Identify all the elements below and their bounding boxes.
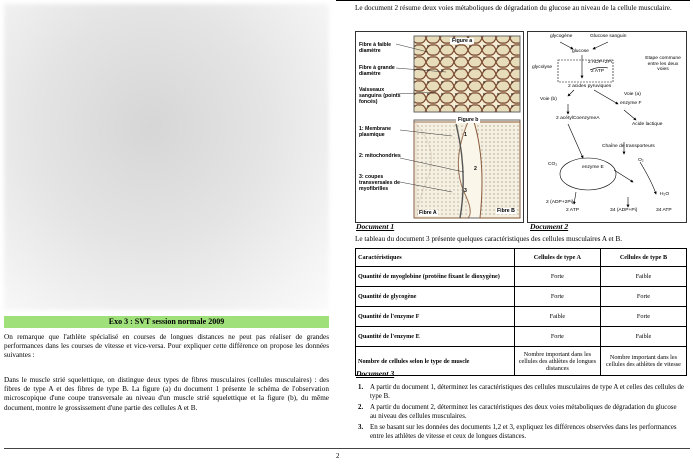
blurred-region xyxy=(4,4,329,310)
label-fibre-grande: Fibre à grande diamètre xyxy=(359,65,395,77)
label-vaisseaux: Vaisseaux sanguins (points foncés) xyxy=(359,87,401,105)
label-membrane: 1: Membrane plasmique xyxy=(359,126,391,138)
table-header: Cellules de type A xyxy=(514,249,600,267)
fibers-paragraph: Dans le muscle strié squelettique, on distingue deux types de fibres musculaires (cellules musculaires) : des fibres de type A et des fibres de type B. La figure (a) du document 1 présente le schéma de l'observation microscopique d'une coupe transversale au niveau d'un muscle strié squelettique et la figure (b), du même document, montre le grossissement d'une partie des cellules A et B. xyxy=(4,376,329,412)
intro-paragraph: On remarque que l'athlète spécialisé en courses de longues distances ne peut pas réaliser de grandes performances dans les courses de vitesse et vice-versa. Pour expliquer cette différence on propose les données suivantes : xyxy=(4,333,329,360)
table-header: Caractéristiques xyxy=(356,249,515,267)
table-cell: Nombre important dans les cellules des athlètes de longues distances xyxy=(514,347,600,376)
question-number: 3. xyxy=(358,424,364,431)
table-header-row xyxy=(356,249,687,267)
acetyl-coa-label: 2 acétylCoenzymeA xyxy=(556,116,600,121)
glucose-sanguin-label: Glucose sanguin xyxy=(590,34,627,39)
document1-label: Document 1 xyxy=(356,222,395,231)
enzyme-e-label: enzyme E xyxy=(582,165,604,170)
table-cell: Forte xyxy=(514,287,600,307)
fibre-b-label: Fibre B xyxy=(497,208,515,214)
acide-lactique-label: Acide lactique xyxy=(632,122,663,127)
left-column xyxy=(0,0,333,473)
table-cell: Faible xyxy=(600,267,686,287)
question-3 xyxy=(358,424,684,442)
question-text: En se basant sur les données des documents 1,2 et 3, expliquez les différences observées dans les performances entre les athlètes de vitesse et ceux de longues distances. xyxy=(370,424,677,440)
question-number: 2. xyxy=(358,404,364,411)
marker-3: 3 xyxy=(464,188,467,194)
document3-label: Document 3 xyxy=(356,369,395,378)
doc2-intro: Le document 2 résume deux voies métaboliques de dégradation du glucose au niveau de la cellule musculaire. xyxy=(355,4,672,12)
atp-label-2: 2 ATP xyxy=(566,208,579,213)
acides-pyruviques-label: 2 acides pyruviques xyxy=(568,84,612,89)
table-header: Cellules de type B xyxy=(600,249,686,267)
label-fibre-faible: Fibre à faible diamètre xyxy=(359,42,391,54)
page-number: 2 xyxy=(336,452,340,460)
question-1 xyxy=(358,384,684,402)
figure-a-label: Figure a xyxy=(452,38,473,44)
table-row xyxy=(356,347,687,376)
question-text: A partir du document 2, déterminez les caractéristiques des deux voies métaboliques de dégradation du glucose au niveau des cellules musculaires. xyxy=(370,404,677,420)
fibre-a-label: Fibre A xyxy=(419,210,437,216)
document1-figure xyxy=(355,31,524,223)
table-cell: Forte xyxy=(600,307,686,327)
table-row xyxy=(356,287,687,307)
voie-b-label: Voie (b) xyxy=(540,97,557,102)
document2-label: Document 2 xyxy=(530,222,569,231)
adp-label-2: 2 (ADP+2Pi) xyxy=(546,200,574,205)
table-cell: Forte xyxy=(514,267,600,287)
table-row xyxy=(356,267,687,287)
adp-label-1: 2 ADP+2Pi xyxy=(588,60,612,65)
h2o-label: H₂O xyxy=(660,192,670,197)
label-myofibrilles: 3: coupes transversales de myofibrilles xyxy=(359,174,400,192)
table-cell: Quantité de myoglobine (protéine fixant le dioxygène) xyxy=(356,267,515,287)
atp-label-1: 2 ATP xyxy=(591,69,604,74)
table-cell: Nombre de cellules selon le type de muscle xyxy=(356,347,515,376)
adp-label-3: 34 (ADP+Pi) xyxy=(610,208,638,213)
enzyme-f-label: enzyme F xyxy=(620,101,642,106)
figure-b-label: Figure b xyxy=(458,117,479,123)
exercise-banner: Exo 3 : SVT session normale 2009 xyxy=(4,316,329,328)
glycogene-label: glycogène xyxy=(550,34,573,39)
table-cell: Forte xyxy=(600,287,686,307)
table-row xyxy=(356,307,687,327)
co2-label: CO₂ xyxy=(548,162,558,167)
o2-label: O₂ xyxy=(638,158,644,163)
question-text: A partir du document 1, déterminez les caractéristiques des cellules musculaires de type A et celles des cellules de type B. xyxy=(370,384,684,400)
table-cell: Quantité de l'enzyme F xyxy=(356,307,515,327)
table-cell: Faible xyxy=(514,307,600,327)
table-cell: Forte xyxy=(514,327,600,347)
document2-figure xyxy=(527,31,687,223)
question-number: 1. xyxy=(358,384,364,391)
top-rule xyxy=(336,0,690,1)
etape-commune-label: Etape commune entre les deux voies xyxy=(645,56,681,73)
atp-label-3: 34 ATP xyxy=(656,208,672,213)
glucose-label: glucose xyxy=(572,49,589,54)
characteristics-table xyxy=(355,248,687,376)
voie-a-label: Voie (a) xyxy=(624,92,641,97)
table-cell: Quantité de glycogène xyxy=(356,287,515,307)
table-cell: Faible xyxy=(600,327,686,347)
question-2 xyxy=(358,404,684,422)
label-mitochondries: 2: mitochondries xyxy=(359,153,401,159)
marker-2: 2 xyxy=(474,166,477,172)
marker-1: 1 xyxy=(464,132,467,138)
glycolyse-label: glycolyse xyxy=(532,65,553,70)
doc3-intro: Le tableau du document 3 présente quelques caractéristiques des cellules musculaires A et B. xyxy=(355,235,623,243)
table-cell: Quantité de l'enzyme E xyxy=(356,327,515,347)
table-cell: Nombre important dans les cellules des athlètes de vitesse xyxy=(600,347,686,376)
table-row xyxy=(356,327,687,347)
chaine-transporteurs-label: Chaîne de transporteurs xyxy=(602,144,655,149)
bottom-rule xyxy=(4,448,690,449)
